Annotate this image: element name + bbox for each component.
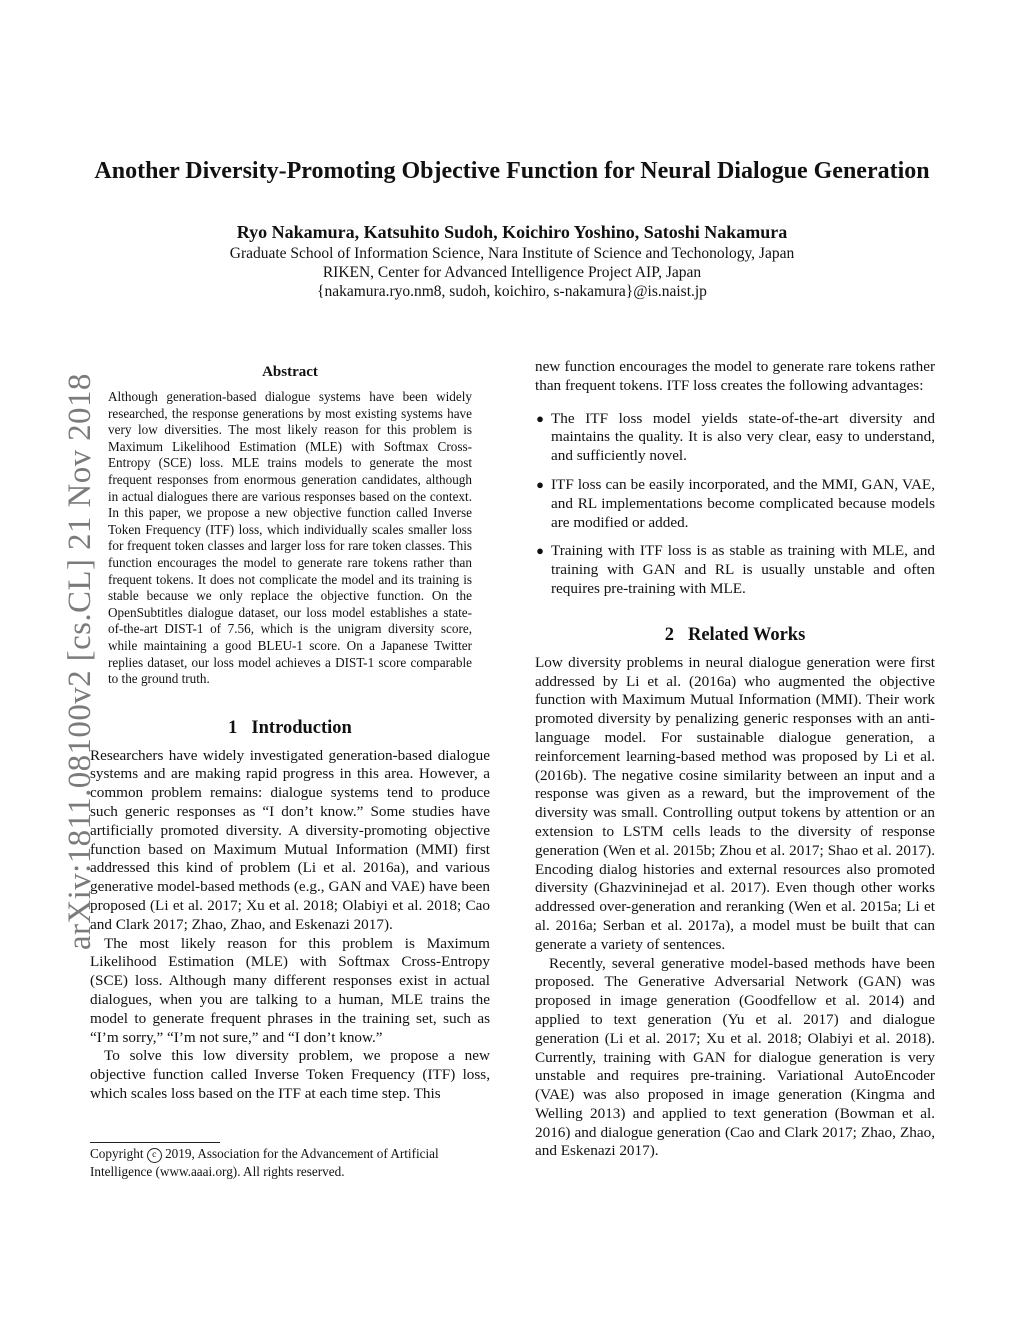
affiliation-2: RIKEN, Center for Advanced Intelligence Project AIP, Japan	[322, 264, 702, 281]
author-emails: {nakamura.ryo.nm8, sudoh, koichiro, s-nakamura}@is.naist.jp	[317, 283, 707, 300]
list-item: ● ITF loss can be easily incorporated, and the MMI, GAN, VAE, and RL implementations become complicated because models are modified or added.	[536, 475, 935, 531]
copyright-text: 2019, Association for the Advancement of Artificial Intelligence (www.aaai.org). All rights reserved.	[90, 1146, 439, 1179]
left-column	[90, 364, 490, 1104]
abstract-section	[90, 364, 490, 688]
section-title: Related Works	[687, 624, 806, 645]
author-list: Ryo Nakamura, Katsuhito Sudoh, Koichiro Yoshino, Satoshi Nakamura	[236, 222, 788, 242]
arxiv-stamp	[18, 0, 98, 1325]
abstract-heading: Abstract	[262, 364, 318, 380]
introduction-section	[90, 718, 490, 1104]
bullet-icon: ●	[536, 410, 544, 426]
footnote-rule	[90, 1142, 220, 1143]
bullet-icon: ●	[536, 543, 544, 559]
related-works-section	[535, 625, 935, 1162]
intro-paragraph-3: To solve this low diversity problem, we propose a new objective function called Inverse Token Frequency (ITF) loss, which scales loss based on the ITF at each time step. This	[90, 1047, 490, 1103]
list-item: ● The ITF loss model yields state-of-the-art diversity and maintains the quality. It is also very clear, easy to understand, and sufficiently novel.	[536, 409, 935, 465]
section-number: 1	[228, 717, 238, 738]
copyright-symbol: c	[147, 1148, 162, 1163]
paper-title: Another Diversity-Promoting Objective Function for Neural Dialogue Generation	[94, 158, 930, 184]
bullet-icon: ●	[536, 476, 544, 492]
related-works-heading	[535, 625, 935, 646]
right-column	[535, 358, 935, 1161]
arxiv-id: arXiv:1811.08100v2 [cs.CL] 21 Nov 2018	[62, 373, 98, 950]
related-paragraph-1: Low diversity problems in neural dialogue generation were first addressed by Li et al. (2016a) who augmented the objective function with Maximum Mutual Information (MMI). Their work promoted diversity by penalizing generic responses with an anti-language model. For sustainable dialogue generation, a reinforcement learning-based method was proposed by Li et al. (2016b). The negative cosine similarity between an input and a response was given as a reward, but the improvement of the diversity was small. Controlling output tokens by attention or an extension to LSTM cells leads to the diversity of response generation (Wen et al. 2015b; Zhou et al. 2017; Shao et al. 2017). Encoding dialog histories and external resources also promoted diversity (Ghazvininejad et al. 2017). Even though other works addressed over-generation and reranking (Wen et al. 2015a; Li et al. 2016a; Serban et al. 2017a), a model must be built that can generate a variety of sentences.	[535, 653, 935, 953]
introduction-heading	[90, 718, 490, 739]
abstract-text: Although generation-based dialogue systems have been widely researched, the response generations by most existing systems have very low diversities. The most likely reason for this problem is Maximum Likelihood Estimation (MLE) with Softmax Cross-Entropy (SCE) loss. MLE trains models to generate the most frequent responses from enormous generation candidates, although in actual dialogues there are various responses based on the context. In this paper, we propose a new objective function called Inverse Token Frequency (ITF) loss, which individually scales smaller loss for frequent token classes and larger loss for rare token classes. This function encourages the model to generate rare tokens rather than frequent tokens. It does not complicate the model and its training is stable because we only replace the objective function. On the OpenSubtitles dialogue dataset, our loss model establishes a state-of-the-art DIST-1 of 7.56, which is the unigram diversity score, while maintaining a good BLEU-1 score. On a Japanese Twitter replies dataset, our loss model achieves a DIST-1 score comparable to the ground truth.	[108, 389, 472, 687]
intro-paragraph-2: The most likely reason for this problem is Maximum Likelihood Estimation (MLE) with Softmax Cross-Entropy (SCE) loss. Although many different responses exist in actual dialogues, when you are talking to a human, MLE trains the model to generate frequent phrases in the training set, such as “I’m sorry,” “I’m not sure,” and “I don’t know.”	[90, 934, 490, 1046]
intro-continuation: new function encourages the model to generate rare tokens rather than frequent tokens. ITF loss creates the following advantages:	[535, 358, 935, 394]
affiliation-1: Graduate School of Information Science, Nara Institute of Science and Techonology, Japan	[229, 245, 795, 262]
copyright-prefix: Copyright	[90, 1146, 144, 1161]
section-number: 2	[664, 624, 674, 645]
related-paragraph-2: Recently, several generative model-based methods have been proposed. The Generative Adversarial Network (GAN) was proposed in image generation (Goodfellow et al. 2014) and applied to text generation (Yu et al. 2017) and dialogue generation (Li et al. 2017; Xu et al. 2018; Olabiyi et al. 2018). Currently, training with GAN for dialogue generation is very unstable and requires pre-training. Variational AutoEncoder (VAE) was also proposed in image generation (Kingma and Welling 2013) and applied to text generation (Bowman et al. 2016) and dialogue generation (Cao and Clark 2017; Zhao, Zhao, and Eskenazi 2017).	[535, 954, 935, 1160]
section-title: Introduction	[251, 717, 352, 738]
intro-paragraph-1: Researchers have widely investigated generation-based dialogue systems and are making rapid progress in this area. However, a common problem remains: dialogue systems tend to produce such generic responses as “I don’t know.” Some studies have artificially promoted diversity. A diversity-promoting objective function based on Maximum Mutual Information (MMI) first addressed this kind of problem (Li et al. 2016a), and various generative model-based methods (e.g., GAN and VAE) have been proposed (Li et al. 2017; Xu et al. 2018; Olabiyi et al. 2018; Cao and Clark 2017; Zhao, Zhao, and Eskenazi 2017).	[90, 746, 490, 933]
copyright-footnote	[90, 1142, 490, 1180]
list-item: ● Training with ITF loss is as stable as training with MLE, and training with GAN and RL is usually unstable and often requires pre-training with MLE.	[536, 542, 935, 597]
advantages-list	[535, 410, 935, 599]
